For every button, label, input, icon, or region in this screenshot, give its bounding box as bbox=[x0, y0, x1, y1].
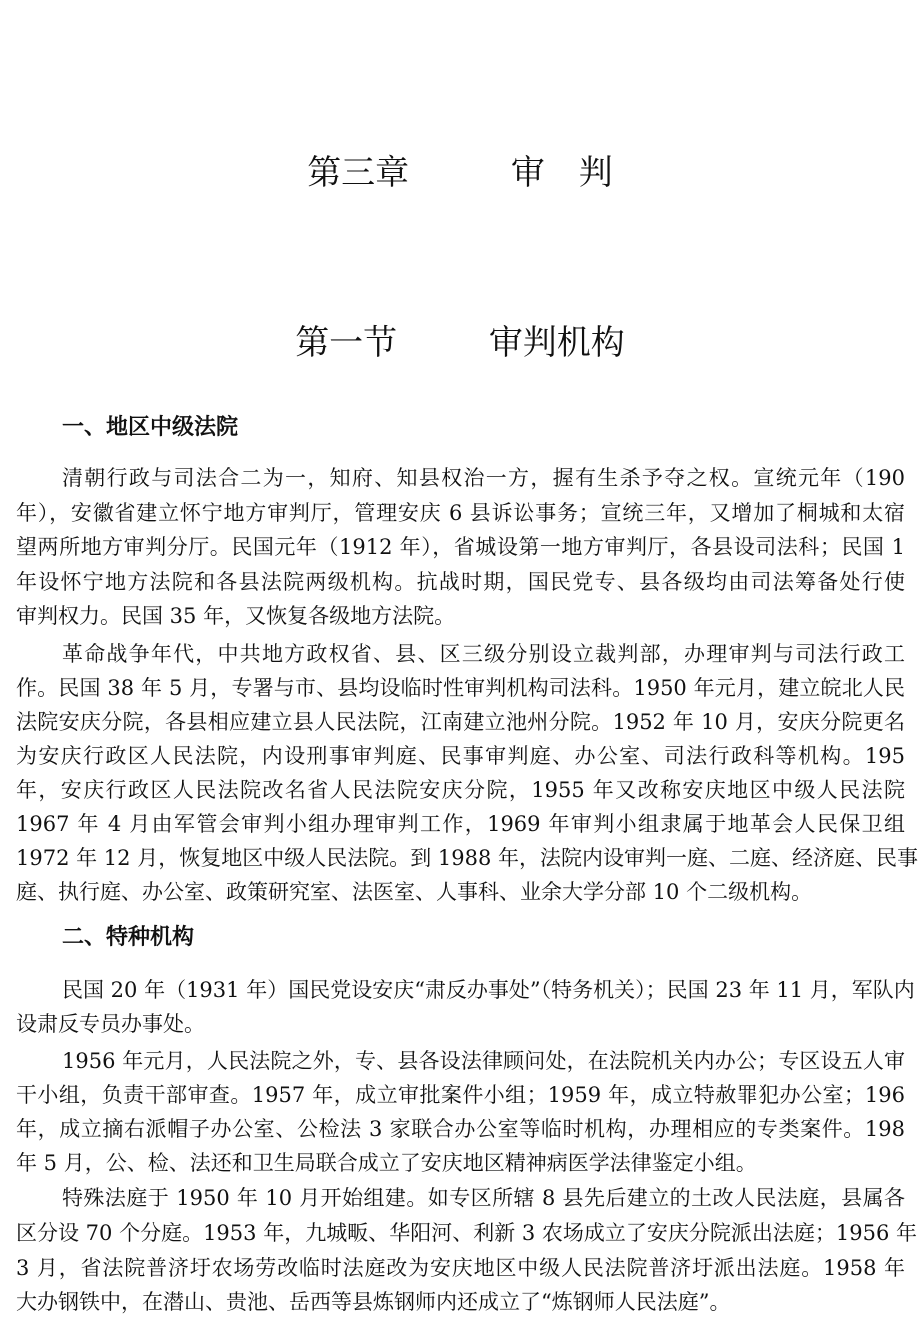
paragraph-line: 大办钢铁中，在潜山、贵池、岳西等县炼钢师内还成立了“炼钢师人民法庭”。 bbox=[16, 1290, 731, 1314]
paragraph-line: 年 5 月，公、检、法还和卫生局联合成立了安庆地区精神病医学法律鉴定小组。 bbox=[16, 1151, 757, 1175]
paragraph-line: 1956 年元月，人民法院之外，专、县各设法律顾问处，在法院机关内办公；专区设五人审 bbox=[62, 1049, 905, 1073]
section-title bbox=[0, 323, 920, 363]
paragraph-line: 清朝行政与司法合二为一，知府、知县权治一方，握有生杀予夺之权。宣统元年（190 bbox=[62, 466, 905, 490]
paragraph-line: 1967 年 4 月由军管会审判小组办理审判工作，1969 年审判小组隶属于地革会人民保卫组 bbox=[16, 812, 905, 836]
paragraph-line: 民国 20 年（1931 年）国民党设安庆“肃反办事处”（特务机关）；民国 23 年 11 月，军队内 bbox=[62, 978, 915, 1002]
paragraph-line: 1972 年 12 月，恢复地区中级人民法院。到 1988 年，法院内设审判一庭、二庭、经济庭、民事 bbox=[16, 846, 918, 870]
paragraph-line: 审判权力。民国 35 年，又恢复各级地方法院。 bbox=[16, 604, 456, 628]
chapter-number: 第三章 bbox=[307, 153, 410, 193]
subsection-heading: 二、特种机构 bbox=[62, 925, 195, 950]
paragraph-line: 3 月，省法院普济圩农场劳改临时法庭改为安庆地区中级人民法院普济圩派出法庭。1958 年 bbox=[16, 1256, 905, 1280]
chapter-title bbox=[0, 153, 920, 193]
paragraph-line: 特殊法庭于 1950 年 10 月开始组建。如专区所辖 8 县先后建立的土改人民法庭，县属各 bbox=[62, 1186, 905, 1210]
paragraph-line: 年，安庆行政区人民法院改名省人民法院安庆分院，1955 年又改称安庆地区中级人民法院 bbox=[16, 778, 905, 802]
paragraph-line: 为安庆行政区人民法院，内设刑事审判庭、民事审判庭、办公室、司法行政科等机构。195 bbox=[16, 744, 905, 768]
paragraph-line: 干小组，负责干部审查。1957 年，成立审批案件小组；1959 年，成立特赦罪犯办公室；196 bbox=[16, 1083, 905, 1107]
paragraph-line: 年），安徽省建立怀宁地方审判厅，管理安庆 6 县诉讼事务；宣统三年，又增加了桐城和太宿 bbox=[16, 500, 905, 525]
section-number: 第一节 bbox=[295, 323, 398, 363]
paragraph-line: 望两所地方审判分厅。民国元年（1912 年），省城设第一地方审判厅，各县设司法科；民国 1 bbox=[16, 535, 905, 559]
paragraph-line: 作。民国 38 年 5 月，专署与市、县均设临时性审判机构司法科。1950 年元月，建立皖北人民 bbox=[16, 676, 905, 700]
paragraph-line: 法院安庆分院，各县相应建立县人民法院，江南建立池州分院。1952 年 10 月，安庆分院更名 bbox=[16, 710, 905, 734]
paragraph-line: 庭、执行庭、办公室、政策研究室、法医室、人事科、业余大学分部 10 个二级机构。 bbox=[16, 880, 813, 904]
paragraph-line: 年，成立摘右派帽子办公室、公检法 3 家联合办公室等临时机构，办理相应的专类案件。198 bbox=[16, 1117, 905, 1141]
chapter-name: 审 判 bbox=[510, 153, 613, 193]
subsection-heading: 一、地区中级法院 bbox=[62, 415, 239, 440]
paragraph-line: 设肃反专员办事处。 bbox=[16, 1012, 205, 1036]
paragraph-line: 革命战争年代，中共地方政权省、县、区三级分别设立裁判部，办理审判与司法行政工 bbox=[62, 642, 905, 666]
paragraph-line: 年设怀宁地方法院和各县法院两级机构。抗战时期，国民党专、县各级均由司法筹备处行使 bbox=[16, 569, 905, 594]
paragraph-line: 区分设 70 个分庭。1953 年，九城畈、华阳河、利新 3 农场成立了安庆分院派出法庭；1956 年 bbox=[16, 1221, 918, 1245]
section-name: 审判机构 bbox=[488, 323, 625, 363]
